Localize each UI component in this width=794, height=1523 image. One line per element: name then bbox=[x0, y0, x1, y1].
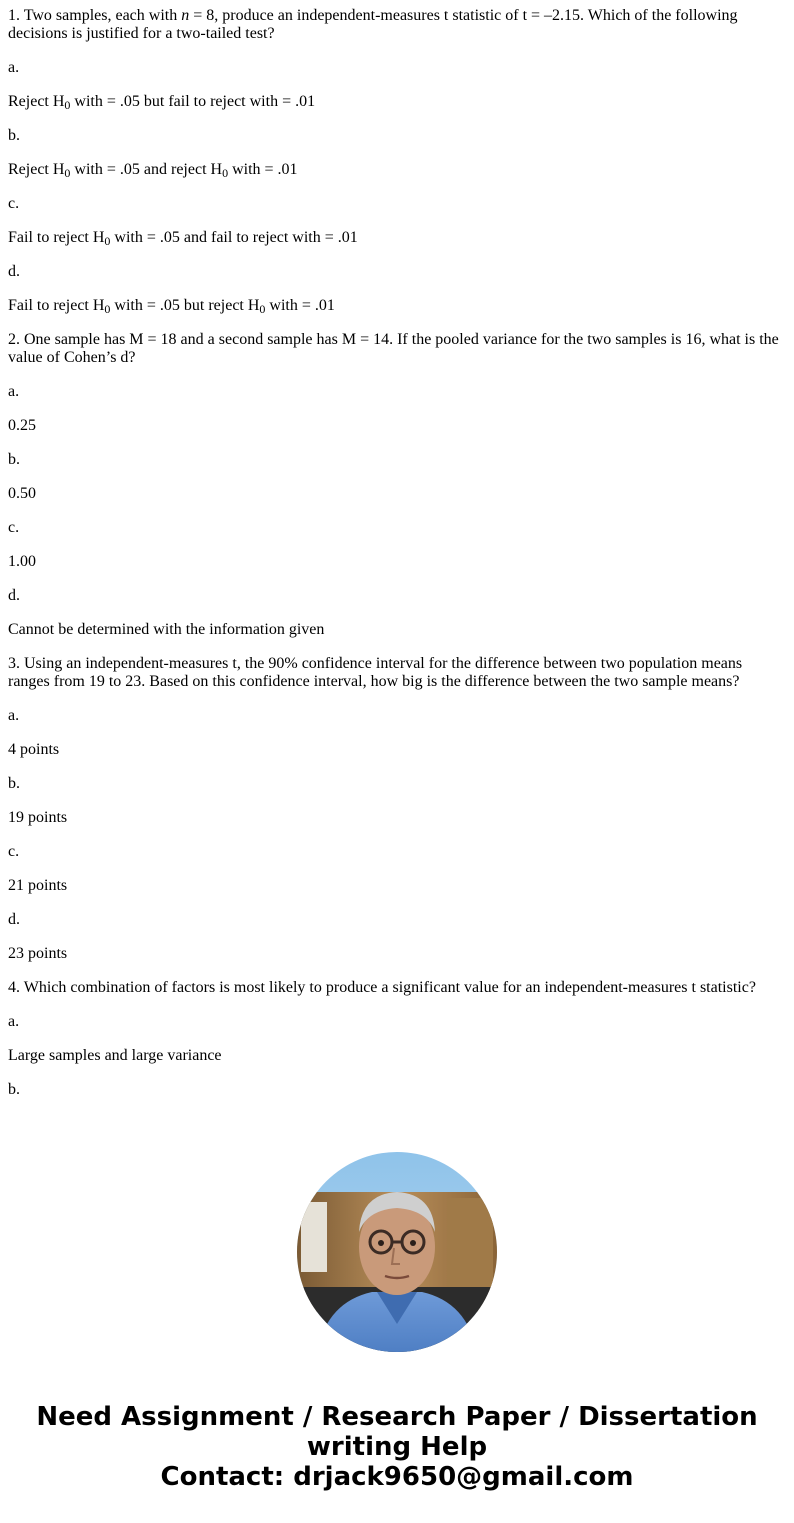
question-1-option-c-letter: c. bbox=[8, 195, 20, 212]
question-1-option-b-letter: b. bbox=[8, 127, 20, 144]
question-1-stem: 1. Two samples, each with n = 8, produce an independent-measures t statistic of t = –2.15. Which of the following decisions is justified for a two-tailed test? bbox=[8, 7, 738, 42]
variable-n: n bbox=[181, 7, 190, 24]
question-4-option-a-text: Large samples and large variance bbox=[8, 1047, 222, 1064]
question-2-option-d-text: Cannot be determined with the information given bbox=[8, 621, 325, 638]
subscript-zero: 0 bbox=[64, 166, 71, 180]
question-4-option-a-letter: a. bbox=[8, 1013, 20, 1030]
promo-text bbox=[0, 1402, 794, 1492]
question-3-option-d-letter: d. bbox=[8, 911, 20, 928]
question-2-option-a-letter: a. bbox=[8, 383, 20, 400]
question-1-option-a-text: Reject $H_0$ with = .05 but fail to reject with = .01 bbox=[8, 93, 316, 112]
question-3-option-a-letter: a. bbox=[8, 707, 20, 724]
promo-banner bbox=[0, 1152, 794, 1492]
question-2-option-c-text: 1.00 bbox=[8, 553, 36, 570]
question-1-option-d-letter: d. bbox=[8, 263, 20, 280]
question-1-option-c-text: Fail to reject $H_0$ with = .05 and fail to reject with = .01 bbox=[8, 229, 358, 248]
question-2-option-d-letter: d. bbox=[8, 587, 20, 604]
question-4-stem: 4. Which combination of factors is most likely to produce a significant value for an independent-measures t statistic? bbox=[8, 979, 756, 996]
subscript-zero: 0 bbox=[222, 166, 229, 180]
subscript-zero: 0 bbox=[104, 302, 111, 316]
question-2-option-c-letter: c. bbox=[8, 519, 20, 536]
question-1-option-b-text: Reject $H_0$ with = .05 and reject $H_0$ with = .01 bbox=[8, 161, 298, 180]
question-3-stem: 3. Using an independent-measures t, the 90% confidence interval for the difference between two population means ranges from 19 to 23. Based on this confidence interval, how big is the difference between the two sample means? bbox=[8, 655, 743, 690]
promo-line-2: writing Help bbox=[306, 1432, 488, 1462]
subscript-zero: 0 bbox=[259, 302, 266, 316]
question-2-option-b-letter: b. bbox=[8, 451, 20, 468]
question-3-option-a-text: 4 points bbox=[8, 741, 60, 758]
question-4-option-b-letter: b. bbox=[8, 1081, 20, 1098]
question-3-option-c-text: 21 points bbox=[8, 877, 68, 894]
question-3-option-c-letter: c. bbox=[8, 843, 20, 860]
promo-contact: Contact: drjack9650@gmail.com bbox=[160, 1462, 634, 1492]
question-2-option-b-text: 0.50 bbox=[8, 485, 36, 502]
subscript-zero: 0 bbox=[64, 98, 71, 112]
question-1-option-d-text: Fail to reject $H_0$ with = .05 but reject $H_0$ with = .01 bbox=[8, 297, 335, 316]
avatar bbox=[297, 1152, 497, 1352]
question-1-option-a-letter: a. bbox=[8, 59, 20, 76]
promo-line-1: Need Assignment / Research Paper / Dissertation bbox=[36, 1402, 758, 1432]
question-2-stem: 2. One sample has M = 18 and a second sample has M = 14. If the pooled variance for the two samples is 16, what is the value of Cohen’s d? bbox=[8, 331, 779, 366]
question-3-option-b-letter: b. bbox=[8, 775, 20, 792]
question-2-option-a-text: 0.25 bbox=[8, 417, 36, 434]
question-3-option-d-text: 23 points bbox=[8, 945, 68, 962]
question-3-option-b-text: 19 points bbox=[8, 809, 68, 826]
avatar-photo bbox=[297, 1152, 497, 1352]
subscript-zero: 0 bbox=[104, 234, 111, 248]
